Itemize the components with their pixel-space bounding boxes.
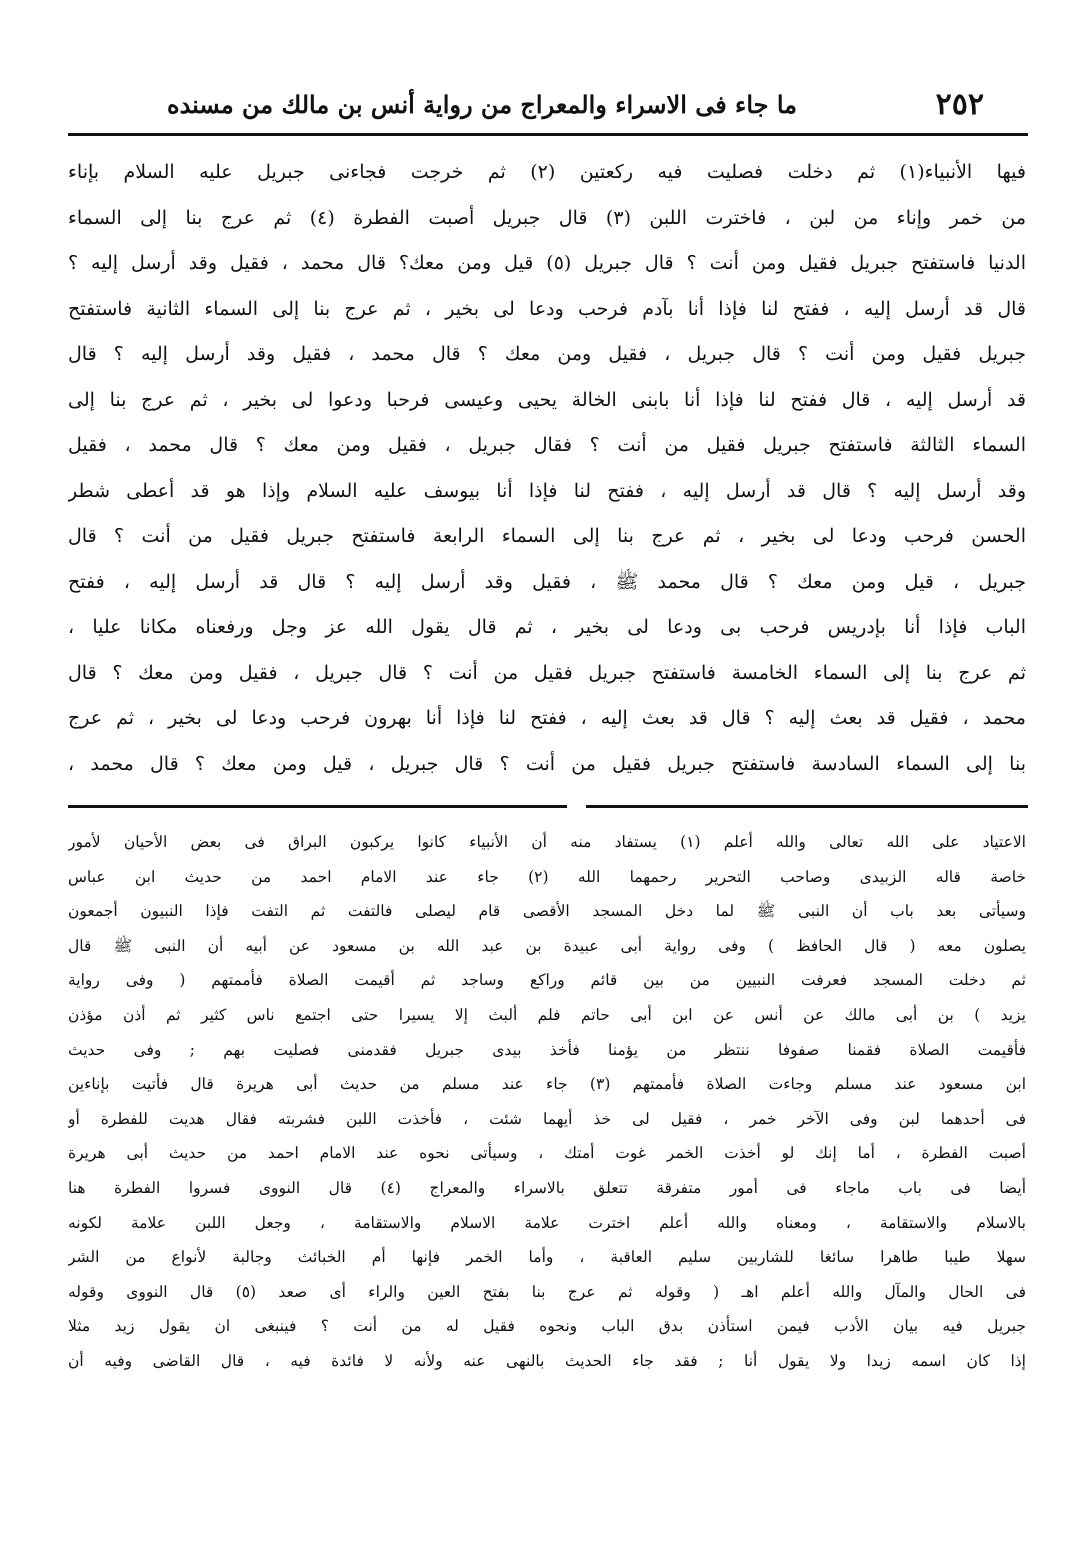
text-line: السماء الثالثة فاستفتح جبريل فقيل من أنت ؟ فقال جبريل ، فقيل ومن معك ؟ قال محمد ، فقيل (68, 434, 1026, 456)
text-line: ثم عرج بنا إلى السماء الخامسة فاستفتح جبريل فقيل من أنت ؟ قال جبريل ، فقيل ومن معك ؟ قال (68, 661, 1026, 684)
text-line: الدنيا فاستفتح جبريل فقيل ومن أنت ؟ قال جبريل (٥) قيل ومن معك؟ قال محمد ، فقيل وقد أرسل إليه ؟ (68, 252, 1026, 274)
text-line: بنا إلى السماء السادسة فاستفتح جبريل فقيل من أنت ؟ قال جبريل ، قيل ومن معك ؟ قال محمد ، (68, 752, 1026, 775)
footnote-line: إذا كان اسمه زيدا ولا يقول أنا ; فقد جاء الحديث بالنهى عنه ولأنه لا فائدة فيه ، قال القاضى وفيه أن (68, 1351, 1026, 1370)
footnote-line: فى الحال والمآل والله أعلم اهـ ( وقوله ثم عرج بنا بفتح العين والراء أى صعد (٥) قال النووى وقوله (68, 1282, 1026, 1301)
footnote-line: سهلا طيبا طاهرا سائغا للشاربين سليم العاقبة ، وأما الخمر فإنها أم الخبائث وجالبة لأنواع من الشر (68, 1248, 1026, 1267)
footnote-line: أصبت الفطرة ، أما إنك لو أخذت الخمر غوت أمتك ، وسيأتى نحوه عند الامام احمد من حديث أبى هريرة (68, 1144, 1026, 1163)
text-line: جبريل فقيل ومن أنت ؟ قال جبريل ، فقيل ومن معك ؟ قال محمد ، فقيل وقد أرسل إليه ؟ قال (68, 343, 1026, 365)
footnote-line: بالاسلام والاستقامة ، ومعناه والله أعلم اخترت علامة الاسلام والاستقامة ، وجعل اللبن علامة لكونه (68, 1213, 1026, 1232)
text-line: فيها الأنبياء(١) ثم دخلت فصليت فيه ركعتين (٢) ثم خرجت فجاءنى جبريل عليه السلام بإناء (68, 161, 1026, 183)
text-line: من خمر وإناء من لبن ، فاخترت اللبن (٣) قال جبريل أصبت الفطرة (٤) ثم عرج بنا إلى السماء (68, 206, 1026, 229)
footnote-line: خاصة قاله الزبيدى وصاحب التحرير رحمهما الله (٢) جاء عند الامام احمد من حديث ابن عباس (68, 867, 1026, 886)
footnote-line: الاعتياد على الله تعالى والله أعلم (١) يستفاد منه أن الأنبياء كانوا يركبون البراق فى بعض الأحيان لأمور (68, 833, 1026, 851)
footnote-line: ثم دخلت المسجد فعرفت النبيين من بين قائم وراكع وساجد ثم أقيمت الصلاة فأممتهم ( وفى رواية (68, 971, 1026, 990)
footnotes (68, 825, 1026, 1379)
text-line: قال قد أرسل إليه ، ففتح لنا فإذا أنا بآدم فرحب ودعا لى بخير ، ثم عرج بنا إلى السماء الثانية فاستفتح (68, 297, 1026, 320)
footnote-line: ابن مسعود عند مسلم وجاءت الصلاة فأممتهم (٣) جاء عند مسلم من حديث أبى هريرة قال فأتيت بإناءين (68, 1075, 1026, 1094)
separator-right (586, 805, 1028, 808)
footnote-line: يزيد ) بن أبى مالك عن أنس عن ابن أبى حاتم فلم ألبث إلا يسيرا حتى اجتمع ناس كثير ثم أذن مؤذن (68, 1005, 1026, 1024)
text-line: الباب فإذا أنا بإدريس فرحب بى ودعا لى بخير ، ثم قال يقول الله عز وجل ورفعناه مكانا عليا ، (68, 616, 1026, 638)
footnote-line: فى أحدهما لبن وفى الآخر خمر ، فقيل لى خذ أيهما شئت ، فأخذت اللبن فشربته فقال هديت للفطرة أو (68, 1109, 1026, 1128)
separator-left (68, 805, 567, 808)
footnote-line: وسيأتى بعد باب أن النبى ﷺ لما دخل المسجد الأقصى قام ليصلى فالتفت ثم التفت فإذا النبيون أجمعون (68, 902, 1026, 921)
main-text (68, 150, 1026, 787)
text-line: وقد أرسل إليه ؟ قال قد أرسل إليه ، ففتح لنا فإذا أنا بيوسف عليه السلام وإذا هو قد أعطى شطر (68, 479, 1026, 502)
footnote-line: فأقيمت الصلاة فقمنا صفوفا ننتظر من يؤمنا فأخذ بيدى جبريل فقدمنى فصليت بهم ; وفى حديث (68, 1040, 1026, 1059)
text-line: محمد ، فقيل قد بعث إليه ؟ قال قد بعث إليه ، ففتح لنا فإذا أنا بهرون فرحب ودعا لى بخير ، ثم عرج (68, 707, 1026, 729)
running-title: ما جاء فى الاسراء والمعراج من رواية أنس بن مالك من مسنده (167, 90, 797, 119)
footnote-line: أيضا فى باب ماجاء فى أمور متفرقة تتعلق بالاسراء والمعراج (٤) قال النووى فسروا الفطرة هنا (68, 1178, 1026, 1197)
page-number: ٢٥٢ (935, 87, 984, 122)
header-rule (68, 133, 1028, 136)
text-line: جبريل ، قيل ومن معك ؟ قال محمد ﷺ ، فقيل وقد أرسل إليه ؟ قال قد أرسل إليه ، ففتح (68, 570, 1026, 593)
footnote-line: يصلون معه ( قال الحافظ ) وفى رواية أبى عبيدة بن عبد الله بن مسعود عن أبيه أن النبى ﷺ قال (68, 936, 1026, 955)
page-header (70, 80, 984, 130)
footnote-line: جبريل فيه بيان الأدب فيمن استأذن بدق الباب ونحوه فقيل له من أنت ؟ فينبغى ان يقول زيد مثلا (68, 1317, 1026, 1336)
text-line: الحسن فرحب ودعا لى بخير ، ثم عرج بنا إلى السماء الرابعة فاستفتح جبريل فقيل من أنت ؟ قال (68, 525, 1026, 547)
text-line: قد أرسل إليه ، قال ففتح لنا فإذا أنا بابنى الخالة يحيى وعيسى فرحبا ودعوا لى بخير ، ثم عرج بنا إلى (68, 388, 1026, 411)
